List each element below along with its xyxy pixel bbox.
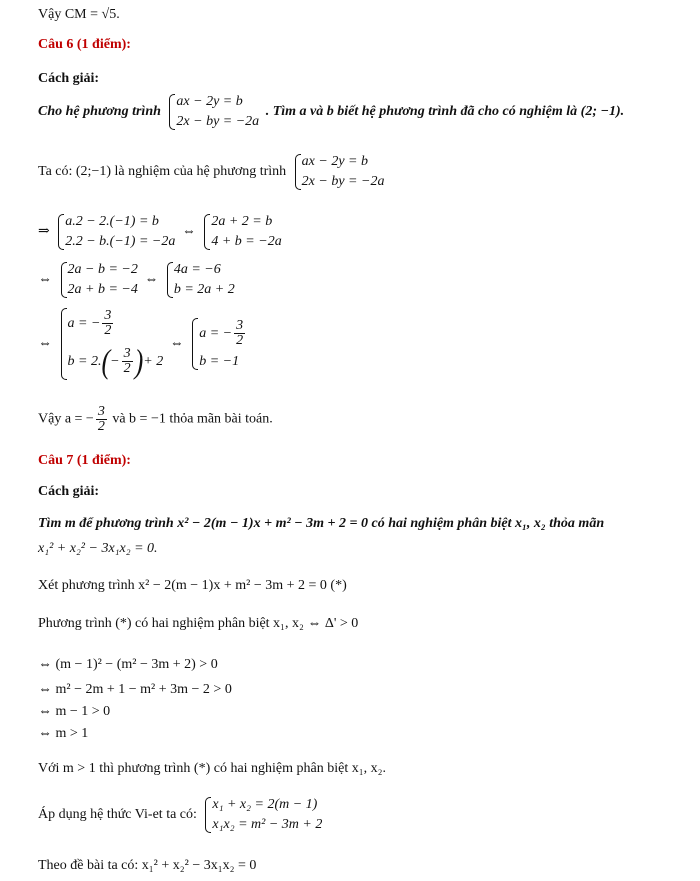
q7-title: Câu 7 (1 điểm):: [38, 453, 131, 468]
q6-step2: ⇔ 2a − b = −2 2a + b = −4 ⇔ 4a = −6 b = 2a + 2: [38, 260, 238, 300]
q7-xet: Xét phương trình x² − 2(m − 1)x + m² − 3m + 2 = 0 (*): [38, 578, 347, 593]
result-line: Vậy CM = √5.: [38, 7, 120, 22]
q6-step3: ⇔ a = − $\frac{3}{2}$ b = 2.(− $\frac{3}{2}$ )+ 2 ⇔ a = − $\frac{3}{2}$ b = −1: [38, 306, 250, 382]
q6-prompt: Cho hệ phương trình ax − 2y = b 2x − by = −2a . Tìm a và b biết hệ phương trình đã cho có nghiệm là (2; −1).: [38, 92, 624, 132]
q7-e3: ⇔ m − 1 > 0: [38, 704, 111, 719]
q7-method: Cách giải:: [38, 484, 100, 499]
q7-prompt-2: x₁² + x₂² − 3x₁x₂ = 0.: [38, 541, 158, 556]
q7-prompt-1: Tìm m để phương trình x² − 2(m − 1)x + m² − 3m + 2 = 0 có hai nghiệm phân biệt x₁, x₂ thỏa mãn: [38, 516, 605, 531]
q6-title: Câu 6 (1 điểm):: [38, 37, 131, 52]
q6-taco: Ta có: (2;−1) là nghiệm của hệ phương trình ax − 2y = b 2x − by = −2a: [38, 152, 387, 192]
q7-vieta: Áp dụng hệ thức Vi-et ta có: x₁ + x₂ = 2(m − 1) x₁x₂ = m² − 3m + 2: [38, 795, 325, 835]
q7-theo: Theo đề bài ta có: x₁² + x₂² − 3x₁x₂ = 0: [38, 858, 257, 873]
watermark: [424, 150, 444, 182]
q6-step1: ⇒ a.2 − 2.(−1) = b 2.2 − b.(−1) = −2a ⇔ 2a + 2 = b 4 + b = −2a: [38, 212, 285, 252]
system-brace: ax − 2y = b 2x − by = −2a: [293, 152, 385, 192]
q7-e4: ⇔ m > 1: [38, 726, 89, 741]
q7-e1: ⇔ (m − 1)² − (m² − 3m + 2) > 0: [38, 657, 218, 672]
q6-conclusion: Vậy a = − $\frac{3}{2}$ và b = −1 thỏa mãn bài toán.: [38, 404, 273, 434]
q6-method: Cách giải:: [38, 71, 100, 86]
q7-voi: Với m > 1 thì phương trình (*) có hai nghiệm phân biệt x₁, x₂.: [38, 761, 387, 776]
q7-pt: Phương trình (*) có hai nghiệm phân biệt x₁, x₂ ⇔ Δ' > 0: [38, 616, 359, 631]
system-brace: ax − 2y = b 2x − by = −2a: [167, 92, 259, 132]
q7-e2: ⇔ m² − 2m + 1 − m² + 3m − 2 > 0: [38, 682, 232, 697]
